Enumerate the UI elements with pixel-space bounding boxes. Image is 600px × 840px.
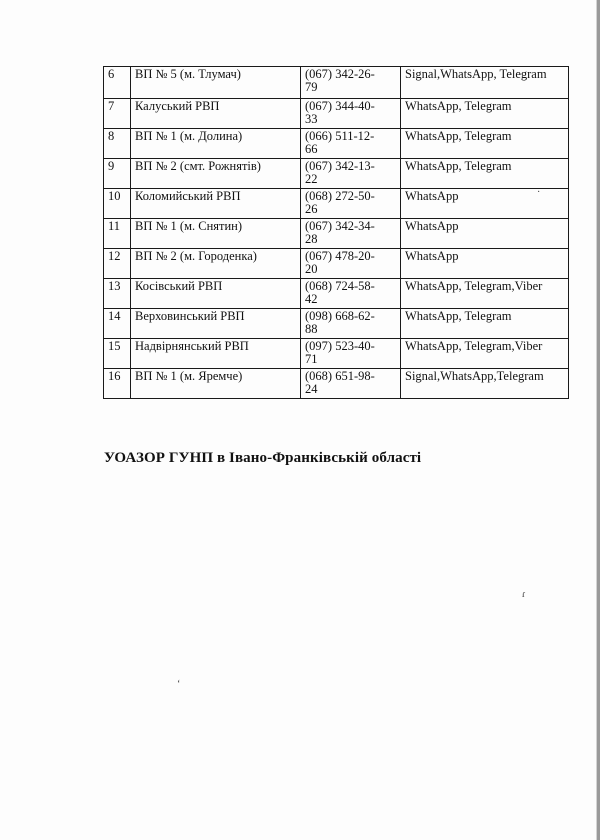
phone-line-2: 20	[305, 262, 318, 276]
phone-line-2: 26	[305, 202, 318, 216]
row-number-cell: 8	[104, 129, 131, 159]
messengers-cell: WhatsApp, Telegram	[401, 99, 569, 129]
unit-name-cell: ВП № 2 (м. Городенка)	[131, 249, 301, 279]
phone-line-2: 66	[305, 142, 318, 156]
phone-line-2: 33	[305, 112, 318, 126]
phone-line-1: (097) 523-40-	[305, 339, 375, 353]
phone-cell	[301, 339, 401, 369]
phone-line-2: 88	[305, 322, 318, 336]
unit-name-cell: ВП № 2 (смт. Рожнятів)	[131, 159, 301, 189]
messengers-cell: WhatsApp, Telegram	[401, 129, 569, 159]
phone-line-1: (067) 478-20-	[305, 249, 375, 263]
unit-name-cell: Коломийський РВП	[131, 189, 301, 219]
table-row	[104, 309, 569, 339]
phone-line-1: (067) 342-26-	[305, 67, 375, 81]
phone-line-2: 71	[305, 352, 318, 366]
unit-name-cell: ВП № 1 (м. Долина)	[131, 129, 301, 159]
unit-name-cell: ВП № 1 (м. Яремче)	[131, 369, 301, 399]
row-number-cell: 10	[104, 189, 131, 219]
unit-name-cell: Надвірнянський РВП	[131, 339, 301, 369]
messengers-cell: WhatsApp, Telegram	[401, 309, 569, 339]
phone-line-2: 24	[305, 382, 318, 396]
row-number-cell: 14	[104, 309, 131, 339]
phone-line-2: 28	[305, 232, 318, 246]
table-row	[104, 129, 569, 159]
row-number-cell: 16	[104, 369, 131, 399]
phone-cell	[301, 189, 401, 219]
messengers-cell: Signal,WhatsApp,Telegram	[401, 369, 569, 399]
scan-edge-highlight	[596, 0, 597, 840]
phone-cell	[301, 279, 401, 309]
unit-name-cell: Калуський РВП	[131, 99, 301, 129]
phone-cell	[301, 159, 401, 189]
phone-line-1: (098) 668-62-	[305, 309, 375, 323]
unit-name-cell: ВП № 5 (м. Тлумач)	[131, 67, 301, 99]
scan-speck: ɾ	[522, 589, 526, 600]
messengers-cell: WhatsApp	[401, 249, 569, 279]
table-row	[104, 369, 569, 399]
phone-line-2: 79	[305, 80, 318, 94]
unit-name-cell: Косівський РВП	[131, 279, 301, 309]
row-number-cell: 9	[104, 159, 131, 189]
table-row	[104, 67, 569, 99]
contacts-table	[103, 66, 569, 399]
row-number-cell: 13	[104, 279, 131, 309]
phone-cell	[301, 219, 401, 249]
phone-cell	[301, 67, 401, 99]
department-heading: УОАЗОР ГУНП в Івано-Франківській області	[104, 450, 422, 466]
phone-line-2: 42	[305, 292, 318, 306]
phone-line-1: (067) 342-34-	[305, 219, 375, 233]
row-number-cell: 12	[104, 249, 131, 279]
phone-line-1: (068) 651-98-	[305, 369, 375, 383]
table-row	[104, 189, 569, 219]
contacts-table-body	[104, 67, 569, 399]
row-number-cell: 11	[104, 219, 131, 249]
messengers-cell: WhatsApp, Telegram,Viber	[401, 339, 569, 369]
messengers-cell: WhatsApp	[401, 219, 569, 249]
phone-line-2: 22	[305, 172, 318, 186]
scan-speck: ·	[537, 187, 541, 198]
phone-cell	[301, 129, 401, 159]
messengers-cell: Signal,WhatsApp, Telegram	[401, 67, 569, 99]
table-row	[104, 159, 569, 189]
phone-line-1: (067) 342-13-	[305, 159, 375, 173]
table-row	[104, 279, 569, 309]
phone-line-1: (068) 724-58-	[305, 279, 375, 293]
phone-line-1: (067) 344-40-	[305, 99, 375, 113]
table-row	[104, 99, 569, 129]
messengers-cell: WhatsApp, Telegram	[401, 159, 569, 189]
phone-cell	[301, 99, 401, 129]
row-number-cell: 6	[104, 67, 131, 99]
table-row	[104, 219, 569, 249]
phone-line-1: (066) 511-12-	[305, 129, 375, 143]
table-row	[104, 249, 569, 279]
messengers-cell: WhatsApp, Telegram,Viber	[401, 279, 569, 309]
scan-speck: ʻ	[177, 679, 181, 690]
phone-cell	[301, 369, 401, 399]
phone-cell	[301, 309, 401, 339]
unit-name-cell: Верховинський РВП	[131, 309, 301, 339]
table-row	[104, 339, 569, 369]
phone-cell	[301, 249, 401, 279]
row-number-cell: 7	[104, 99, 131, 129]
phone-line-1: (068) 272-50-	[305, 189, 375, 203]
messengers-cell: WhatsApp	[401, 189, 569, 219]
row-number-cell: 15	[104, 339, 131, 369]
unit-name-cell: ВП № 1 (м. Снятин)	[131, 219, 301, 249]
